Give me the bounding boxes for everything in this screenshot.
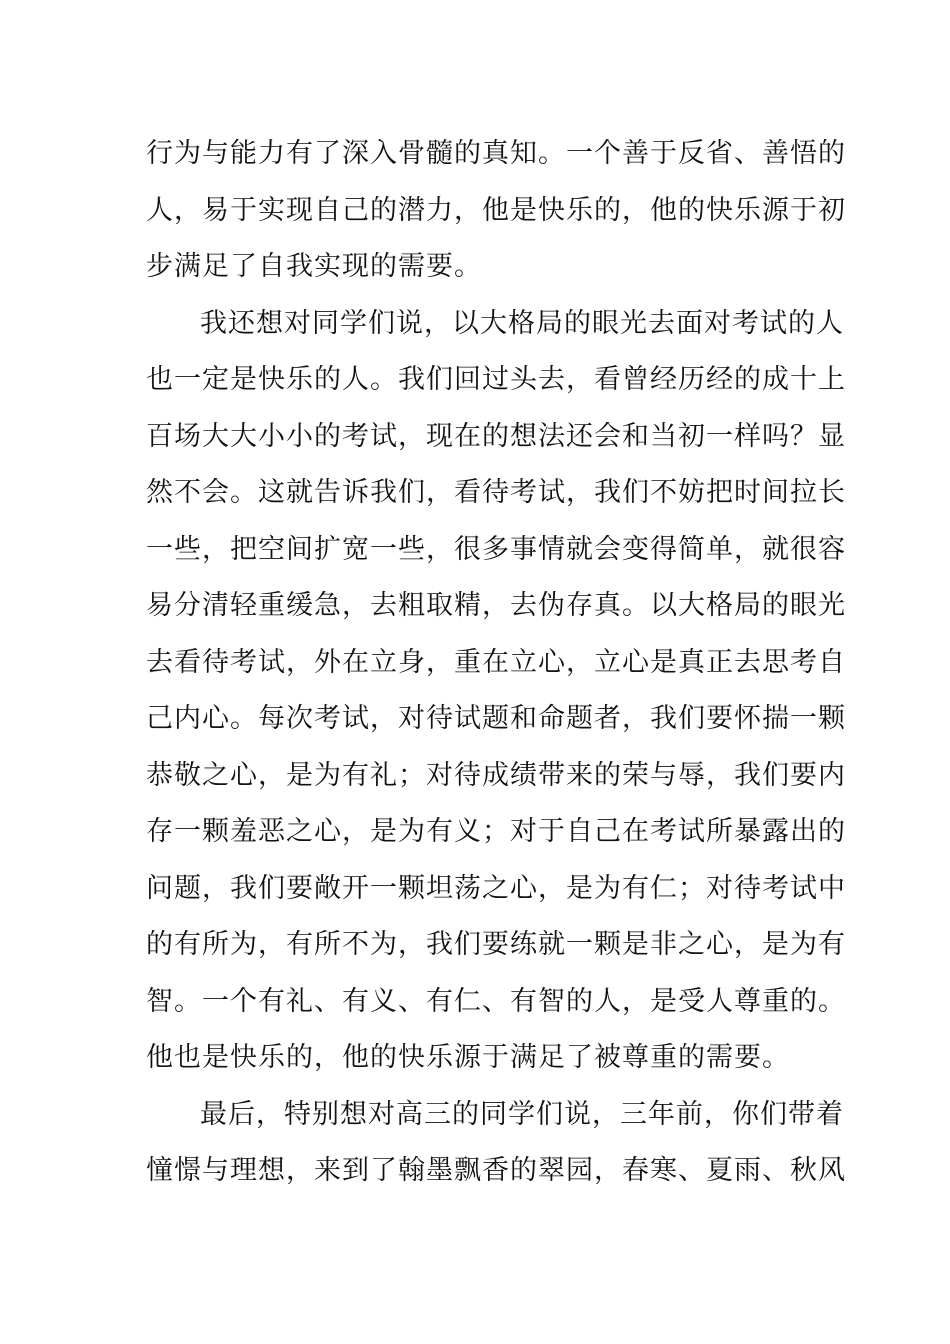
text-line: 一些，把空间扩宽一些，很多事情就会变得简单，就很容 (146, 533, 846, 565)
text-line: 恭敬之心，是为有礼；对待成绩带来的荣与辱，我们要内 (146, 759, 846, 791)
text-line: 百场大大小小的考试，现在的想法还会和当初一样吗？显 (146, 420, 846, 452)
text-line: 也一定是快乐的人。我们回过头去，看曾经历经的成十上 (146, 364, 846, 395)
text-line: 憧憬与理想，来到了翰墨飘香的翠园，春寒、夏雨、秋风 (146, 1155, 846, 1186)
text-line: 他也是快乐的，他的快乐源于满足了被尊重的需要。 (146, 1042, 790, 1073)
paragraph-start-line: 我还想对同学们说，以大格局的眼光去面对考试的人 (200, 307, 844, 339)
text-line: 步满足了自我实现的需要。 (146, 251, 482, 282)
text-line: 然不会。这就告诉我们，看待考试，我们不妨把时间拉长 (146, 477, 846, 508)
text-line: 存一颗羞恶之心，是为有义；对于自己在考试所暴露出的 (146, 816, 846, 847)
text-line: 行为与能力有了深入骨髓的真知。一个善于反省、善悟的 (146, 138, 846, 169)
text-line: 智。一个有礼、有义、有仁、有智的人，是受人尊重的。 (146, 985, 846, 1017)
text-line: 问题，我们要敞开一颗坦荡之心，是为有仁；对待考试中 (146, 872, 846, 904)
text-line: 去看待考试，外在立身，重在立心，立心是真正去思考自 (146, 646, 846, 678)
text-line: 的有所为，有所不为，我们要练就一颗是非之心，是为有 (146, 929, 846, 960)
paragraph-start-line: 最后，特别想对高三的同学们说，三年前，你们带着 (200, 1098, 844, 1130)
text-line: 己内心。每次考试，对待试题和命题者，我们要怀揣一颗 (146, 703, 846, 734)
document-text-body (146, 126, 846, 1200)
text-line: 易分清轻重缓急，去粗取精，去伪存真。以大格局的眼光 (146, 590, 846, 621)
text-line: 人，易于实现自己的潜力，他是快乐的，他的快乐源于初 (146, 194, 846, 226)
